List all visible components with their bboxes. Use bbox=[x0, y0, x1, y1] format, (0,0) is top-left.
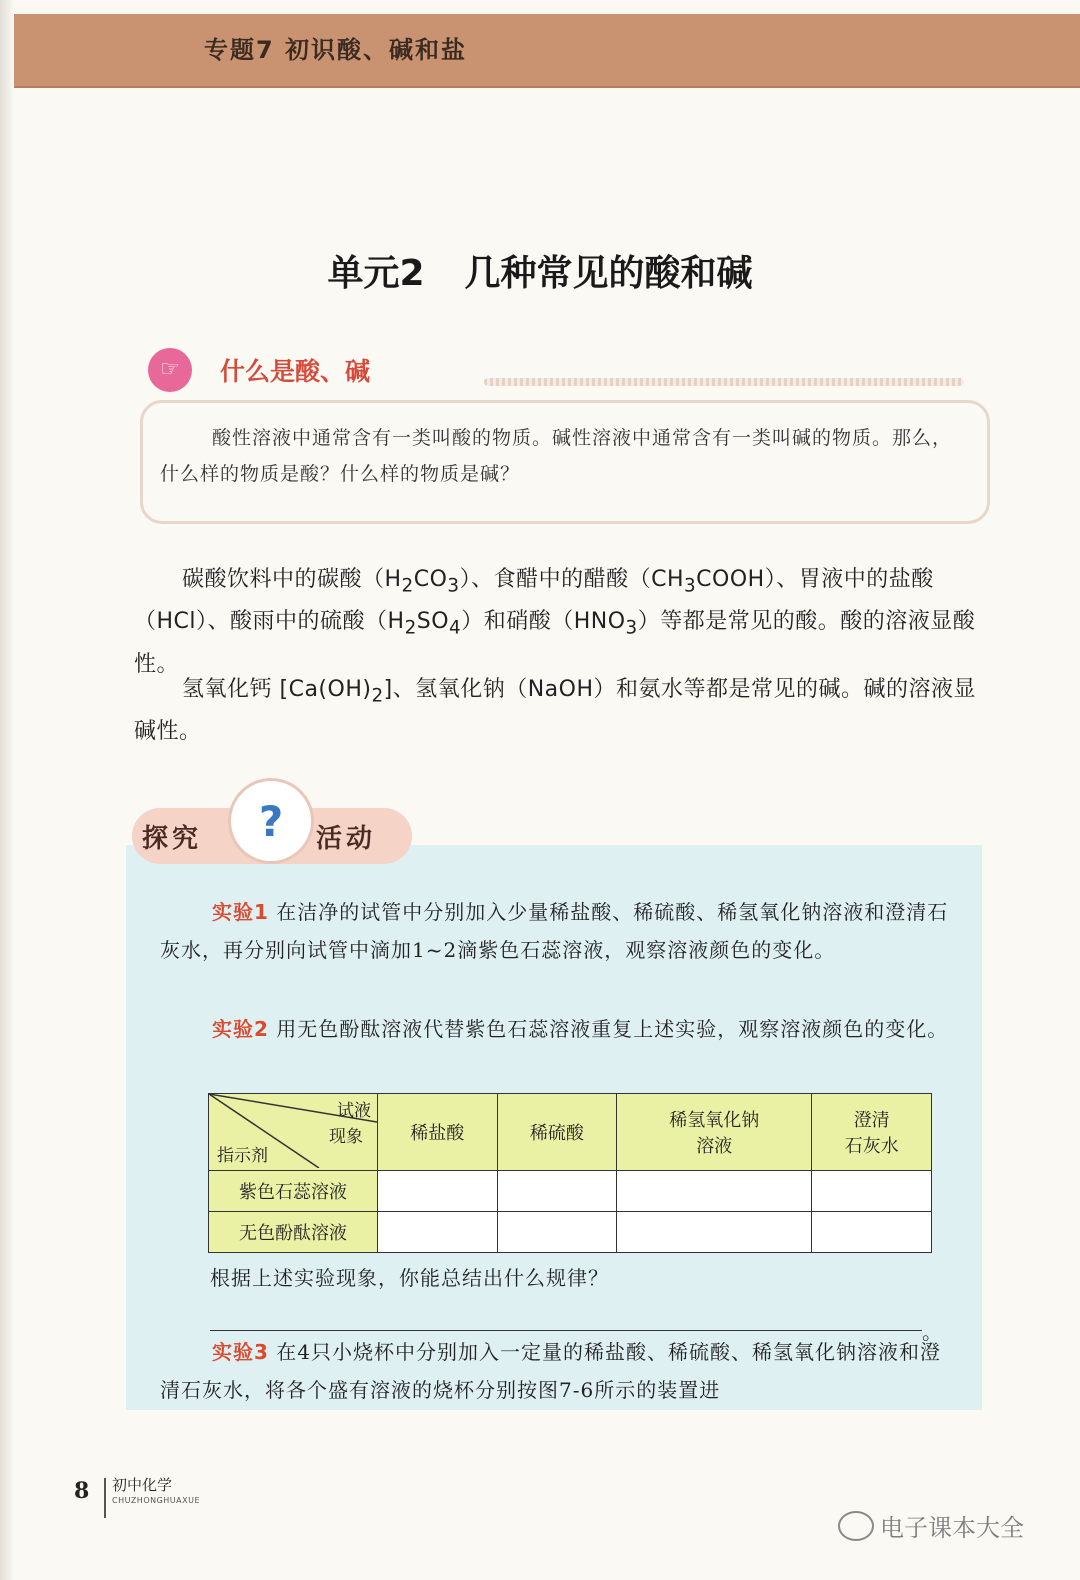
watermark bbox=[838, 1508, 1024, 1543]
column-header: 稀硫酸 bbox=[497, 1094, 617, 1171]
table-cell[interactable] bbox=[812, 1171, 932, 1212]
table-cell[interactable] bbox=[378, 1212, 498, 1253]
answer-period: 。 bbox=[922, 1320, 942, 1344]
answer-blank[interactable] bbox=[210, 1330, 922, 1331]
decorative-line bbox=[484, 378, 964, 386]
row-header: 紫色石蕊溶液 bbox=[209, 1171, 378, 1212]
row-header: 无色酚酞溶液 bbox=[209, 1212, 378, 1253]
corner-label-indicator: 指示剂 bbox=[217, 1146, 268, 1166]
acids-paragraph: 碳酸饮料中的碳酸$(H_2CO_3)$、食醋中的醋酸$(CH_3COOH)$、胃液中的盐酸（HCl）、酸雨中的硫酸$(H_2SO_4)$和硝酸$(HNO_3)$等都是常见的酸。酸的溶液显酸性。 bbox=[134, 567, 976, 677]
magnifier-question-icon: ? bbox=[228, 778, 314, 864]
table-cell[interactable] bbox=[497, 1171, 617, 1212]
table-cell[interactable] bbox=[378, 1171, 498, 1212]
table-cell[interactable] bbox=[497, 1212, 617, 1253]
explore-word-2: 活动 bbox=[316, 824, 377, 854]
book-title: 初中化学 bbox=[112, 1476, 173, 1494]
experiment-3: 实验3 在4只小烧杯中分别加入一定量的稀盐酸、稀硫酸、稀氢氧化钠溶液和澄清石灰水，将各个盛有溶液的烧杯分别按图7-6所示的装置进 bbox=[160, 1340, 942, 1402]
chapter-title: 专题7 初识酸、碱和盐 bbox=[204, 36, 468, 64]
intro-text: 酸性溶液中通常含有一类叫酸的物质。碱性溶液中通常含有一类叫碱的物质。那么，什么样的物质是酸？什么样的物质是碱？ bbox=[160, 427, 953, 485]
indicator-table bbox=[208, 1093, 932, 1253]
unit-title bbox=[0, 245, 1080, 296]
table-corner-cell bbox=[209, 1094, 378, 1171]
explore-word-1: 探究 bbox=[142, 824, 203, 854]
table-cell[interactable] bbox=[617, 1212, 812, 1253]
corner-label-phenomenon: 现象 bbox=[329, 1127, 363, 1147]
footer-divider bbox=[104, 1478, 106, 1518]
experiment-2: 实验2 用无色酚酞溶液代替紫色石蕊溶液重复上述实验，观察溶液颜色的变化。 bbox=[212, 1017, 949, 1041]
column-header: 稀氢氧化钠 溶液 bbox=[617, 1094, 812, 1171]
chapter-header bbox=[14, 14, 1080, 88]
page-edge-shadow bbox=[0, 0, 14, 1580]
column-header: 稀盐酸 bbox=[378, 1094, 498, 1171]
question-text: 根据上述实验现象，你能总结出什么规律？ bbox=[210, 1266, 609, 1290]
unit-name: 几种常见的酸和碱 bbox=[464, 253, 753, 294]
corner-label-solution: 试液 bbox=[337, 1101, 371, 1121]
table-cell[interactable] bbox=[812, 1212, 932, 1253]
unit-number: 单元2 bbox=[327, 253, 425, 294]
table-header-row bbox=[209, 1094, 932, 1171]
column-header: 澄清 石灰水 bbox=[812, 1094, 932, 1171]
bases-paragraph: 氢氧化钙 $[Ca(OH)_2]$、氢氧化钠（NaOH）和氨水等都是常见的碱。碱的溶液显碱性。 bbox=[134, 677, 977, 745]
book-pinyin: CHUZHONGHUAXUE bbox=[112, 1496, 201, 1505]
table-cell[interactable] bbox=[617, 1171, 812, 1212]
section-title: 什么是酸、碱 bbox=[220, 357, 371, 386]
pointing-hand-icon: ☞ bbox=[148, 348, 192, 392]
watermark-text: 电子课本大全 bbox=[880, 1514, 1024, 1542]
wechat-icon bbox=[838, 1511, 874, 1541]
page-number: 8 bbox=[74, 1478, 90, 1504]
table-row bbox=[209, 1171, 932, 1212]
experiment-1: 实验1 在洁净的试管中分别加入少量稀盐酸、稀硫酸、稀氢氧化钠溶液和澄清石灰水，再分别向试管中滴加1~2滴紫色石蕊溶液，观察溶液颜色的变化。 bbox=[160, 900, 949, 962]
table-row bbox=[209, 1212, 932, 1253]
